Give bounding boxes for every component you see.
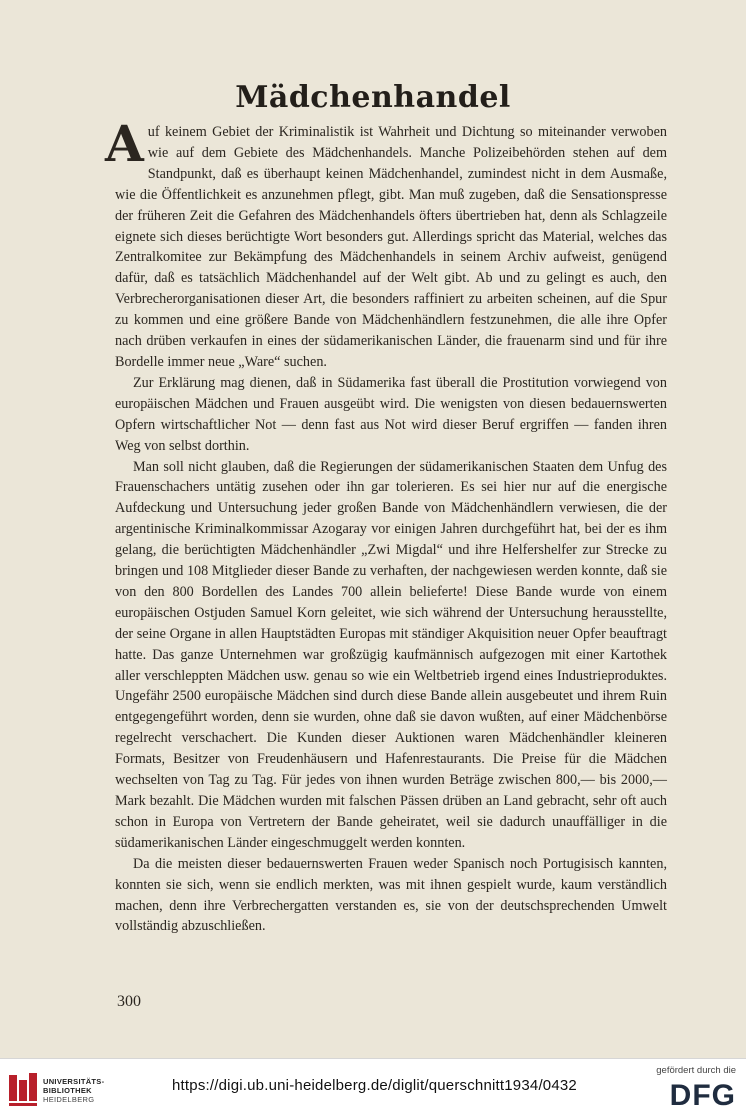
paragraph: Zur Erklärung mag dienen, daß in Südamerika fast überall die Prostitution vorwiegend von europäischen Mädchen und Frauen ausgeübt wird. Die wenigsten von diesen bedauernswerten Opfern wirtschaftlicher Not — denn fast aus Not wird dieser Beruf ergriffen — fanden ihren Weg von selbst dorthin. bbox=[115, 374, 667, 454]
drop-cap: A bbox=[105, 114, 144, 173]
university-library-logo-icon[interactable] bbox=[8, 1071, 38, 1107]
library-name[interactable]: UNIVERSITÄTS- BIBLIOTHEK HEIDELBERG bbox=[43, 1077, 105, 1104]
funding-label: gefördert durch die bbox=[656, 1065, 736, 1076]
paragraph: Man soll nicht glauben, daß die Regierungen der südamerikanischen Staaten dem Unfug des Frauenschachers untätig zusehen oder ihn gar tolerieren. Es sei hier nur auf die energische Aufdeckung und Untersuchung jeder großen Bande von Mädchenhändlern verwiesen, die der argentinische Kriminalkommissar Azogaray vor einigen Jahren durchgeführt hat, bei der es ihm gelang, die berüchtigten Mädchenhändler „Zwi Migdal“ und ihre Helfershelfer zur Strecke zu bringen und 108 Mitglieder dieser Bande zu verhaften, der nachgewiesen werden konnte, daß sie von den 800 Bordellen des Landes 700 allein belieferte! Diese Bande wurde von einem europäischen Ostjuden Samuel Korn geleitet, wie sich während der Untersuchung herausstellte, der seine Organe in allen Hauptstädten Europas mit ständiger Akquisition neuer Opfer beauftragt hatte. Das ganze Unternehmen war großzügig kaufmännisch aufgezogen mit einer Kartothek aller verschleppten Mädchen usw. genau so wie ein Weltbetrieb irgend eines Industrieproduktes. Ungefähr 2500 europäische Mädchen sind durch diese Bande allein ausgebeutet und ihrem Ruin entgegengeführt worden, denn sie wurden, ohne daß sie davon wußten, auf einer Mädchenbörse regelrecht verschachert. Die Kunden dieser Auktionen waren Mädchenhändler kleineren Formats, Besitzer von Freudenhäusern und Hafenrestaurants. Die Preise für die Mädchen wechselten von Tag zu Tag. Für jedes von ihnen wurden Beträge zwischen 800,— bis 2000,— Mark bezahlt. Die Mädchen wurden mit falschen Pässen drüben an Land gebracht, sehr oft auch schon in Europa von Vertretern der Bande geheiratet, weil sie dadurch unauffälliger in die südamerikanischen Länder eingeschmuggelt werden konnten. bbox=[115, 458, 667, 851]
page-title: Mädchenhandel bbox=[235, 80, 511, 115]
paragraph bbox=[105, 114, 667, 373]
viewer-footer bbox=[0, 1058, 746, 1120]
article-body bbox=[105, 114, 667, 937]
permalink-url[interactable]: https://digi.ub.uni-heidelberg.de/diglit/querschnitt1934/0432 bbox=[172, 1077, 577, 1094]
page-number: 300 bbox=[117, 993, 141, 1010]
paragraph: Da die meisten dieser bedauernswerten Frauen weder Spanisch noch Portugisisch kannten, konnten sie sich, wenn sie endlich merkten, was mit ihnen gespielt wurde, kaum verständlich machen, denn ihre Verbrechergatten verstanden es, sie von der deutschsprechenden Umwelt vollständig abzuschließen. bbox=[115, 855, 667, 935]
dfg-logo[interactable]: DFG bbox=[669, 1079, 736, 1112]
paragraph-text: uf keinem Gebiet der Kriminalistik ist Wahrheit und Dichtung so miteinander verwoben wie auf dem Gebiete des Mädchenhandels. Manche Polizeibehörden stehen auf dem Standpunkt, daß es überhaupt keinen Mädchenhandel, zumindest nicht in dem Ausmaße, wie die Öffentlichkeit es anzunehmen pflegt, gibt. Man muß zugeben, daß die Sensationspresse der früheren Zeit die Gefahren des Mädchenhandels öfters übertrieben hat, denn als Schlagzeile eignete sich dieses berüchtigte Wort besonders gut. Allerdings spricht das Material, welches das Zentralkomitee zur Bekämpfung des Mädchenhandels in seinem Archiv aufweist, genügend dafür, daß es tatsächlich Mädchenhandel auf der Welt gibt. Ab und zu gelingt es auch, den Verbrecherorganisationen dieser Art, die besonders raffiniert zu arbeiten scheinen, auf die Spur zu kommen und eine größere Bande von Mädchenhändlern festzunehmen, die alle ihre Opfer nach drüben verkaufen in eines der südamerikanischen Länder, die frauenarm sind und für ihre Bordelle immer neue „Ware“ suchen. bbox=[115, 124, 667, 370]
